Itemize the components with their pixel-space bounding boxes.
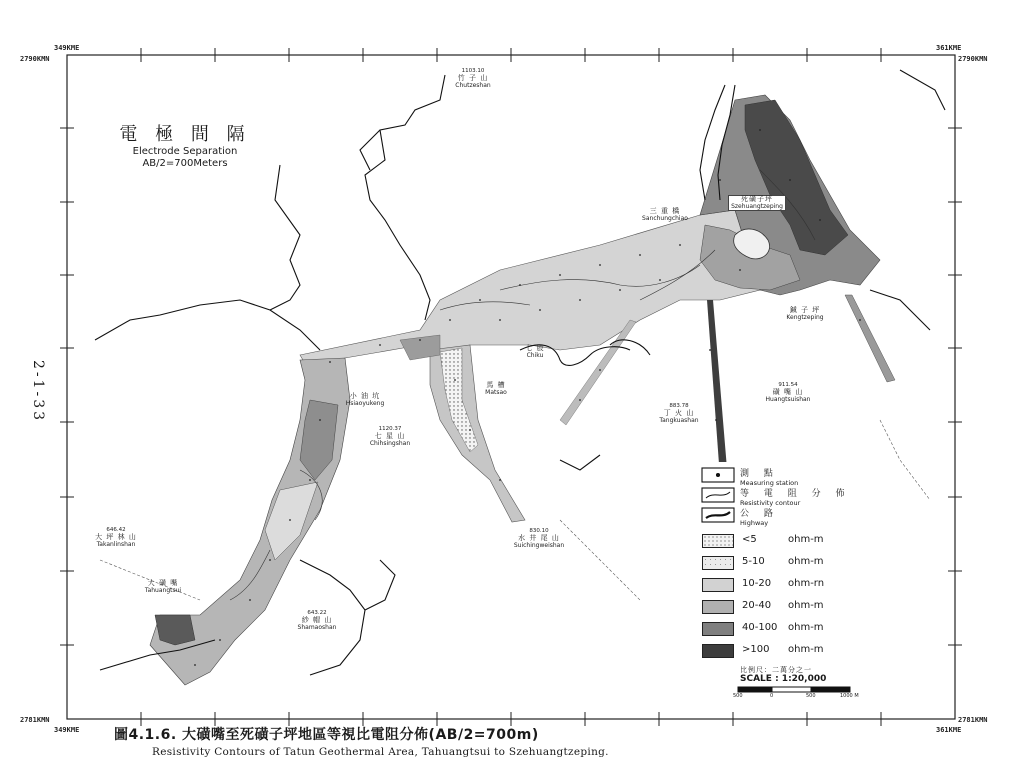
place-szehuangtzeping: 死磺子坪 Szehuangtzeping (728, 195, 786, 211)
legend-class-gt100: >100 ohm-m (702, 642, 862, 660)
legend-class-lt5: <5 ohm-m (702, 532, 862, 550)
zone-se-strip-2 (845, 295, 895, 382)
scale-bar (738, 687, 850, 692)
legend-class-10-20: 10-20 ohm-rn (702, 576, 862, 594)
legend-symbol-icons (702, 468, 734, 522)
legend-swatch-gt100 (702, 644, 734, 658)
caption-zh: 圖4.1.6. 大磺嘴至死磺子坪地區等視比電阻分佈(AB/2=700m) (114, 727, 539, 743)
place-tahuangtsui: 大 磺 嘴 Tahuangtsui (144, 579, 182, 594)
place-shuichingwushan: 830.10 水 井 尾 山 Suichingweishan (513, 528, 565, 549)
legend-measuring-station: 測 點 Measuring station (740, 469, 799, 487)
coord-top-right-northing: 2790KMN (958, 55, 988, 63)
place-takanlinshan: 646.42 大 坪 林 山 Takanlinshan (95, 527, 137, 548)
legend-swatch-10-20 (702, 578, 734, 592)
zone-west-dark (155, 615, 195, 645)
legend-swatch-40-100 (702, 622, 734, 636)
scale-tick-1: 0 (770, 693, 774, 699)
coord-bottom-left-northing: 2781KMN (20, 716, 50, 724)
separation-line-2: AB/2=700Meters (142, 158, 228, 169)
legend-swatch-lt5 (702, 534, 734, 548)
place-matsao: 馬 槽 Matsao (485, 381, 507, 396)
coord-top-left-easting: 349KME (54, 44, 80, 52)
coord-top-right-easting: 361KME (936, 44, 962, 52)
legend-class-40-100: 40-100 ohm-m (702, 620, 862, 638)
place-chiku: 七 股 Chiku (525, 344, 545, 359)
legend-resistivity-contour: 等 電 阻 分 佈 Resistivity contour (740, 489, 851, 507)
place-shamaoshan: 643.22 紗 帽 山 Shamaoshan (297, 610, 337, 631)
place-kengtzeping: 鍼 子 坪 Kengtzeping (786, 306, 824, 321)
electrode-separation-block (110, 120, 260, 170)
place-chihsingshan: 1120.37 七 星 山 Chihsingshan (369, 426, 411, 447)
place-hsiaoyukeng: 小 油 坑 Hsiaoyukeng (345, 392, 385, 407)
separation-title-zh: 電 極 間 隔 (119, 124, 251, 145)
scale-tick-2: 500 (806, 693, 816, 699)
page-number-label: 2-1-33 (30, 360, 46, 424)
legend-swatch-20-40 (702, 600, 734, 614)
scale-zh: 比例尺：二萬分之一 (740, 666, 812, 674)
place-tingkuashan: 883.78 丁 火 山 Tangkuashan (659, 403, 699, 424)
place-chutzeshan: 1103.10 竹 子 山 Chutzeshan (455, 68, 491, 89)
place-huangtsuishan: 911.54 磺 嘴 山 Huangtsuishan (765, 382, 811, 403)
legend-class-5-10: 5-10 ohm-m (702, 554, 862, 572)
coord-bottom-left-easting: 349KME (54, 726, 80, 734)
legend-highway: 公 路 Highway (740, 509, 779, 527)
separation-line-1: Electrode Separation (132, 146, 238, 157)
coord-top-left-northing: 2790KMN (20, 55, 50, 63)
coord-bottom-right-easting: 361KME (936, 726, 962, 734)
coord-bottom-right-northing: 2781KMN (958, 716, 988, 724)
place-sanchungchiao: 三 重 橋 Sanchungchiao (642, 207, 688, 222)
scale-tick-3: 1000 M (840, 693, 859, 699)
caption-en: Resistivity Contours of Tatun Geothermal Area, Tahuangtsui to Szehuangtzeping. (152, 746, 609, 758)
legend-swatch-5-10 (702, 556, 734, 570)
scale-text: SCALE : 1:20,000 (740, 674, 827, 684)
scale-tick-0: 500 (733, 693, 743, 699)
legend-class-20-40: 20-40 ohm-m (702, 598, 862, 616)
